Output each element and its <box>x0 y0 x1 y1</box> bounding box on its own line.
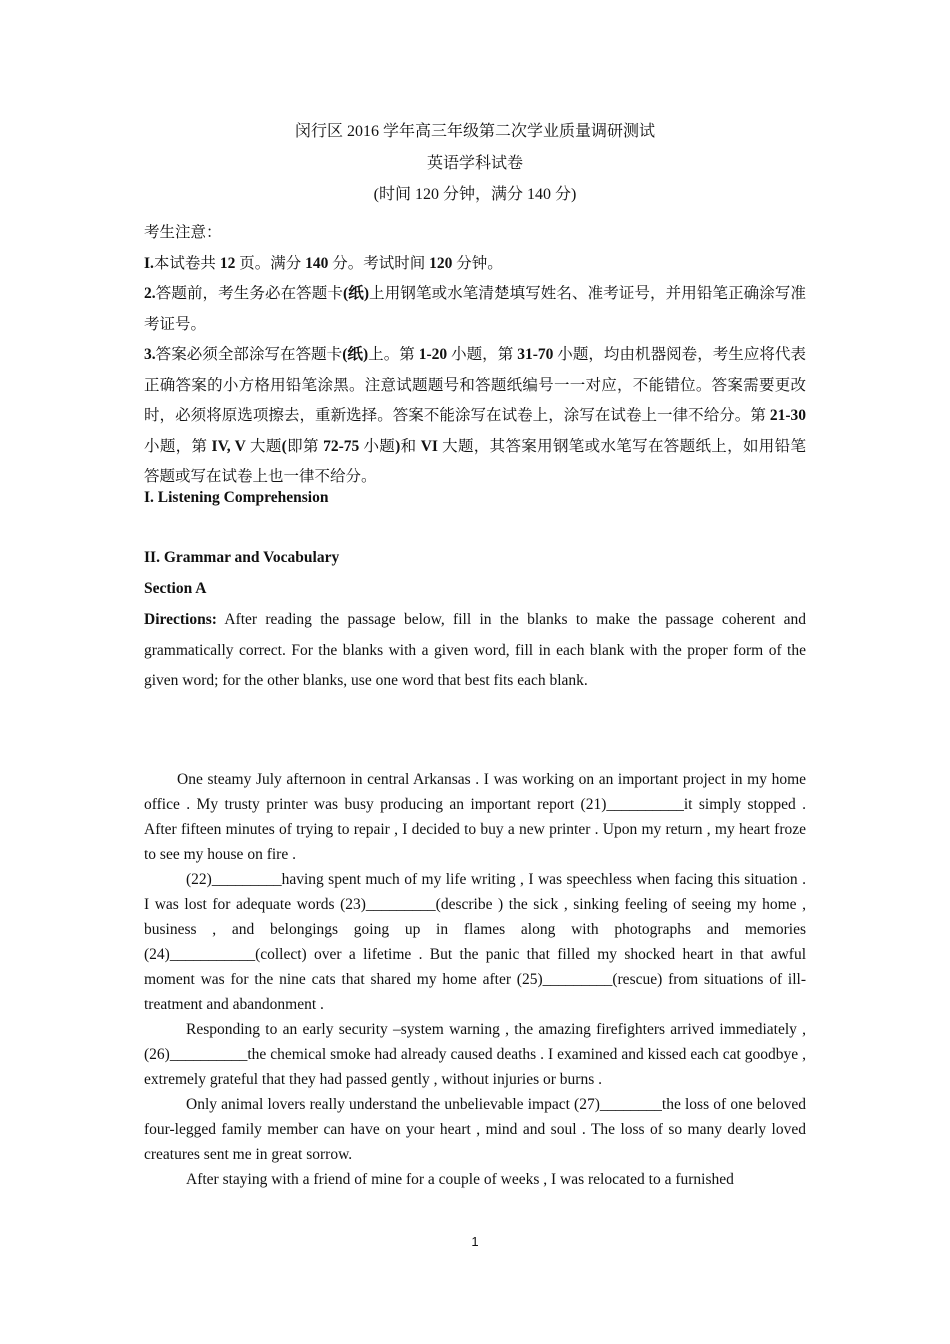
page-number: 1 <box>471 1234 479 1249</box>
section-a-heading: Section A <box>144 580 207 597</box>
section-grammar-heading: II. Grammar and Vocabulary <box>144 549 340 566</box>
directions-block <box>144 605 806 697</box>
subject-title: 英语学科试卷 <box>426 155 523 172</box>
passage-paragraph-1: One steamy July afternoon in central Arkansas . I was working on an important project in my home office . My trusty printer was busy producing an important report (21)__________it simply stopped . After fifteen minutes of trying to repair , I decided to buy a new printer . Upon my return , my heart froze to see my house on fire . <box>144 771 806 863</box>
notice-item-3: 3.答案必须全部涂写在答题卡(纸)上。第 1-20 小题，第 31-70 小题，均由机器阅卷，考生应将代表正确答案的小方格用铅笔涂黑。注意试题题号和答题纸编号一一对应，不能错位。答案需要更改时，必须将原选项擦去，重新选择。答案不能涂写在试卷上，涂写在试卷上一律不给分。第 21-30 小题，第 IV, V 大题(即第 72-75 小题)和 VI 大题，其答案用钢笔或水笔写在答题纸上，如用铅笔答题或写在试卷上也一律不给分。 <box>144 346 806 485</box>
passage-paragraph-5: After staying with a friend of mine for a couple of weeks , I was relocated to a furnished <box>186 1171 734 1188</box>
passage-paragraph-4: Only animal lovers really understand the unbelievable impact (27)________the loss of one beloved four-legged family member can have on your heart , mind and soul . The loss of so many dearly loved creatures sent me in great sorrow. <box>144 1096 806 1163</box>
time-info: (时间 120 分钟，满分 140 分) <box>373 186 577 203</box>
directions-label: Directions: <box>144 611 217 628</box>
notice-block <box>144 218 806 493</box>
notice-heading: 考生注意： <box>144 224 222 241</box>
exam-title: 闵行区 2016 学年高三年级第二次学业质量调研测试 <box>294 123 655 140</box>
notice-item-1: I.本试卷共 12 页。满分 140 分。考试时间 120 分钟。 <box>144 254 503 272</box>
passage-paragraph-2: (22)_________having spent much of my life writing , I was speechless when facing this situation . I was lost for adequate words (23)_________(describe ) the sick , sinking feeling of seeing my home , business , and belongings going up in flames along with photographs and memories (24)___________(collect) over a lifetime . But the panic that filled my shocked heart in that awful moment was for the nine cats that shared my home after (25)_________(rescue) from situations of ill-treatment and abandonment . <box>144 871 806 1013</box>
section-listening-heading: I. Listening Comprehension <box>144 489 329 506</box>
directions-text: After reading the passage below, fill in the blanks to make the passage coherent and grammatically correct. For the blanks with a given word, fill in each blank with the proper form of the given word; for the other blanks, use one word that best fits each blank. <box>144 611 806 689</box>
passage <box>144 767 806 1192</box>
passage-paragraph-3: Responding to an early security –system warning , the amazing firefighters arrived immediately , (26)__________the chemical smoke had already caused deaths . I examined and kissed each cat goodbye , extremely grateful that they had passed gently , without injuries or burns . <box>144 1021 806 1088</box>
notice-item-2: 2.答题前，考生务必在答题卡(纸)上用钢笔或水笔清楚填写姓名、准考证号，并用铅笔正确涂写准考证号。 <box>144 285 806 333</box>
